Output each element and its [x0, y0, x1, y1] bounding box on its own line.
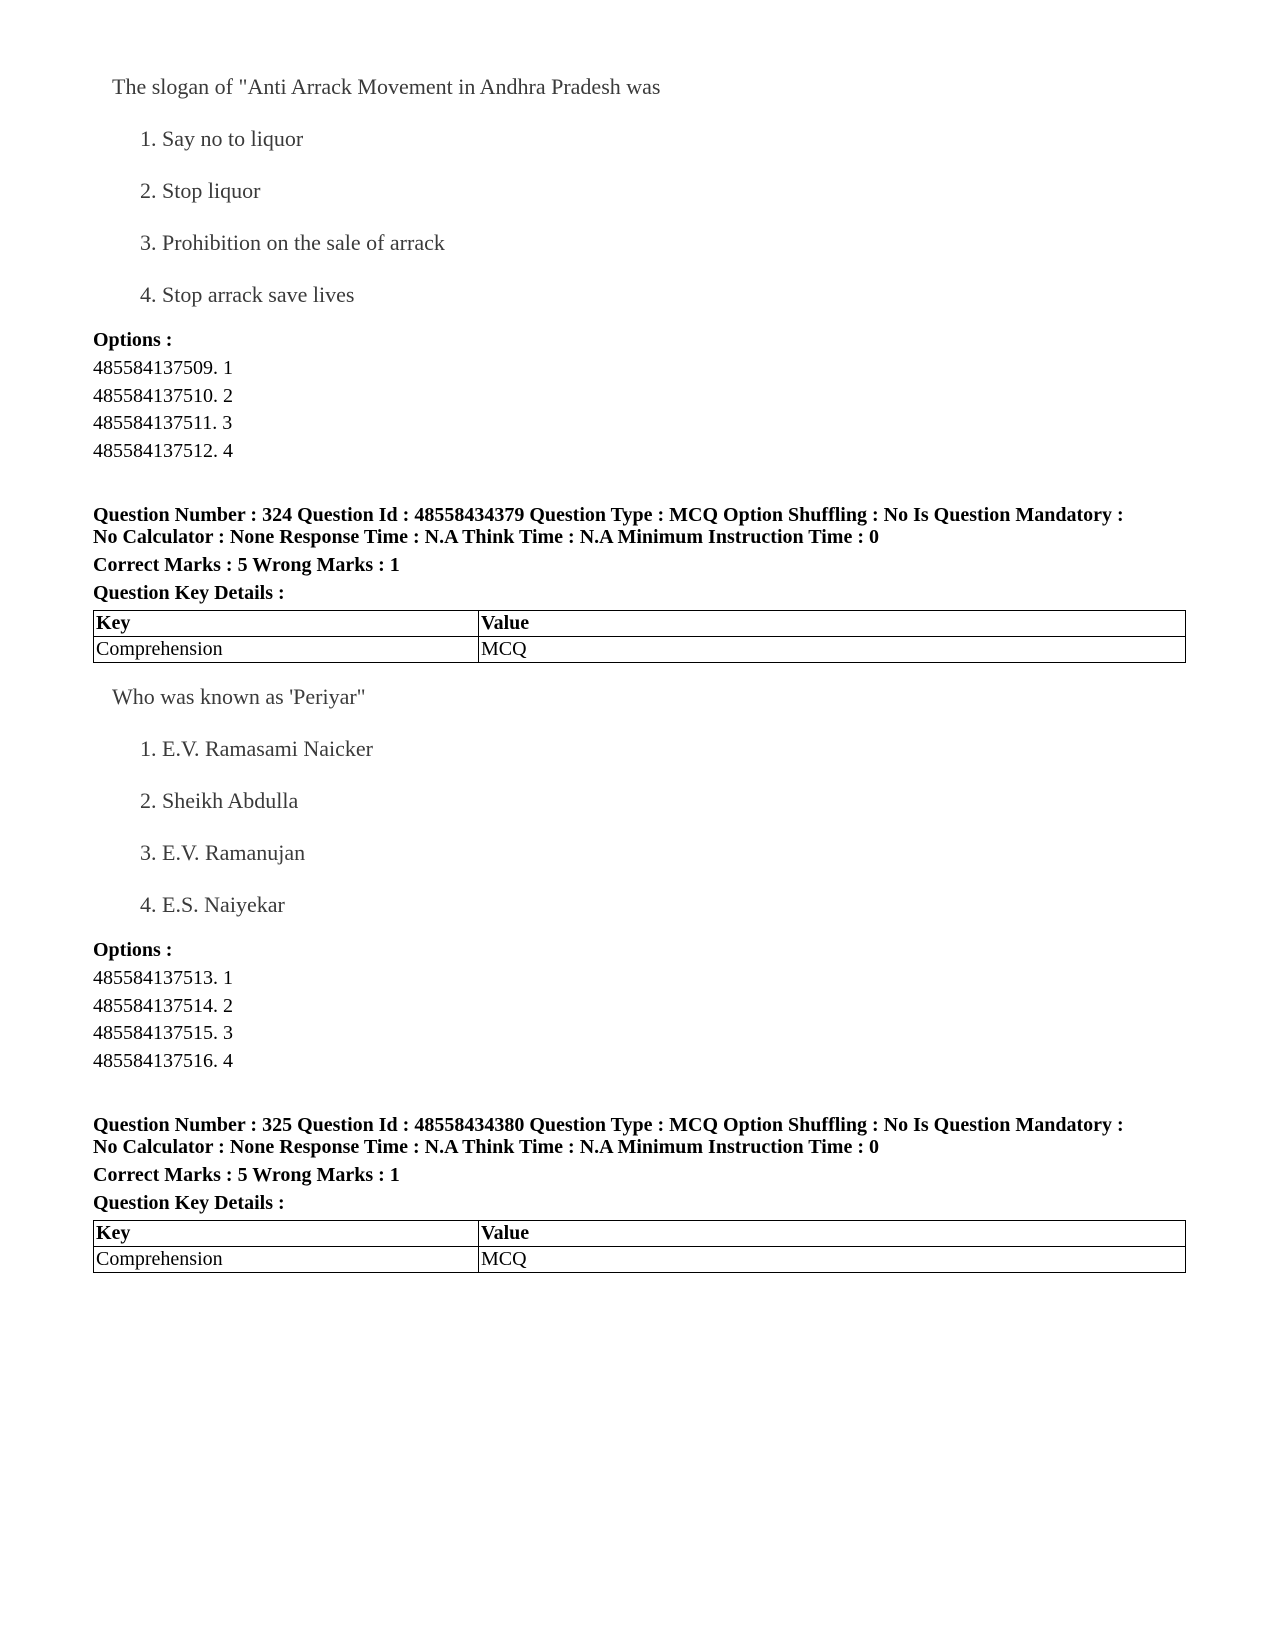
marks-line: Correct Marks : 5 Wrong Marks : 1 — [93, 554, 400, 576]
question-choice-1: 1. Say no to liquor — [140, 126, 304, 151]
question-choice-3: 3. Prohibition on the sale of arrack — [140, 230, 445, 255]
table-cell-value: MCQ — [479, 637, 1186, 663]
table-cell-key: Comprehension — [94, 1247, 479, 1273]
question-choice-1: 1. E.V. Ramasami Naicker — [140, 736, 373, 761]
option-item: 485584137514. 2 — [93, 995, 233, 1017]
options-label: Options : — [93, 939, 173, 961]
option-item: 485584137513. 1 — [93, 967, 233, 989]
option-item: 485584137511. 3 — [93, 412, 233, 434]
question-stem: Who was known as 'Periyar" — [112, 684, 366, 709]
question-choice-4: 4. Stop arrack save lives — [140, 282, 355, 307]
option-item: 485584137516. 4 — [93, 1050, 233, 1072]
key-details-table — [93, 1220, 1186, 1273]
option-item: 485584137509. 1 — [93, 357, 233, 379]
table-cell-key: Comprehension — [94, 637, 479, 663]
options-label: Options : — [93, 329, 173, 351]
option-item: 485584137512. 4 — [93, 440, 233, 462]
table-header-key: Key — [94, 611, 479, 637]
table-row — [94, 1247, 1186, 1273]
question-choice-2: 2. Stop liquor — [140, 178, 261, 203]
question-stem: The slogan of "Anti Arrack Movement in Andhra Pradesh was — [112, 74, 661, 99]
table-header-value: Value — [479, 1221, 1186, 1247]
table-cell-value: MCQ — [479, 1247, 1186, 1273]
table-header-row — [94, 1221, 1186, 1247]
key-details-label: Question Key Details : — [93, 1192, 285, 1214]
key-details-label: Question Key Details : — [93, 582, 285, 604]
table-header-key: Key — [94, 1221, 479, 1247]
key-details-table — [93, 610, 1186, 663]
question-choice-3: 3. E.V. Ramanujan — [140, 840, 306, 865]
question-meta-line: Question Number : 325 Question Id : 48558434380 Question Type : MCQ Option Shuffling : No Is Question Mandatory : — [93, 1114, 1124, 1136]
question-meta-line: Question Number : 324 Question Id : 48558434379 Question Type : MCQ Option Shuffling : No Is Question Mandatory : — [93, 504, 1124, 526]
option-item: 485584137510. 2 — [93, 385, 233, 407]
table-header-row — [94, 611, 1186, 637]
table-header-value: Value — [479, 611, 1186, 637]
question-meta-line: No Calculator : None Response Time : N.A Think Time : N.A Minimum Instruction Time : 0 — [93, 1136, 879, 1158]
question-choice-4: 4. E.S. Naiyekar — [140, 892, 285, 917]
question-choice-2: 2. Sheikh Abdulla — [140, 788, 299, 813]
marks-line: Correct Marks : 5 Wrong Marks : 1 — [93, 1164, 400, 1186]
table-row — [94, 637, 1186, 663]
question-meta-line: No Calculator : None Response Time : N.A Think Time : N.A Minimum Instruction Time : 0 — [93, 526, 879, 548]
option-item: 485584137515. 3 — [93, 1022, 233, 1044]
